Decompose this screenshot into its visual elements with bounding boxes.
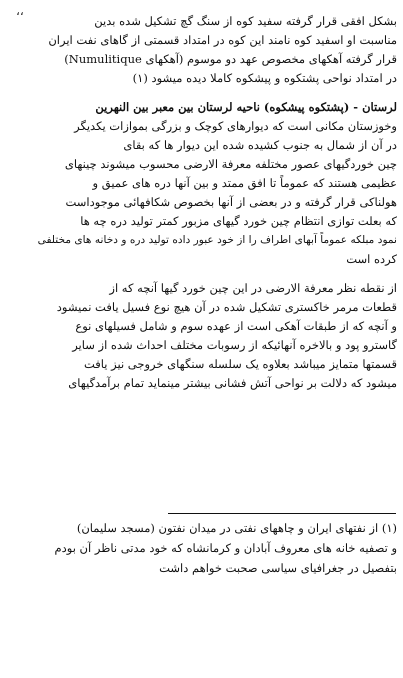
text-line: نمود مبلکه عموماً آبهای اطراف را از خود عبور داده تولید دره و دخانه های مختلفی: [37, 234, 397, 246]
text-line: عظیمی هستند که عموماً تا افق ممتد و بین آنها دره های عمیق و: [92, 176, 397, 190]
footnote: [8, 518, 397, 578]
footnote-line: بتفصیل در جغرافیای سیاسی صحبت خواهم داشت: [159, 561, 397, 575]
text-line: لرستان - (پشتکوه پیشکوه) ناحیه لرستان بین معبر بین النهرین: [95, 100, 397, 114]
main-text: [8, 12, 397, 393]
text-line: بشکل افقی قرار گرفته سفید کوه از سنگ گچ تشکیل شده بدین: [94, 14, 397, 28]
text-line: در امتداد نواحی پشتکوه و پیشکوه کاملا دیده میشود (۱): [132, 71, 397, 85]
text-line: گاسترو پود و بالاخره آنهائیکه از رسوبات مختلف احداث شده از سایر: [72, 338, 397, 352]
footnote-line: (۱) از نفتهای ایران و چاههای نفتی در میدان نفتون (مسجد سلیمان): [76, 521, 397, 535]
text-line: هولناکی قرار گرفته و در بعضی از آنها بخصوص شکافهائی موجوداست: [65, 195, 397, 209]
text-line: در آن از شمال به جنوب کشیده شده این دیوار ها که بقای: [123, 138, 397, 152]
text-line: وخوزستان مکانی است که دیوارهای کوچک و بزرگی بموازات یکدیگر: [74, 119, 397, 133]
text-line: مناسبت او اسفید کوه نامند این کوه در امتداد قسمتی از گاهای نفت ایران: [48, 33, 397, 47]
footnote-divider: [168, 513, 396, 514]
paragraph-gap: [8, 88, 397, 98]
page-mark: ،،: [16, 4, 24, 18]
paragraph-gap: [8, 269, 397, 279]
text-line: که بعلت توازی انتظام چین خورد گیهای مزبور کمتر تولید دره چه ها: [80, 214, 397, 228]
text-line: و آنچه که از طبقات آهکی است از عهده سوم و شامل فسیلهای نوع: [75, 319, 397, 333]
text-line: میشود که دلالت بر نواحی آتش فشانی بیشتر مینماید تمام برآمدگیهای: [68, 376, 397, 390]
text-line: قرار گرفته آهکهای مخصوص عهد دو موسوم (آهکهای Numulitique): [64, 52, 397, 66]
text-line: قطعات مرمر خاکستری تشکیل شده در آن هیچ نوع فسیل یافت نمیشود: [56, 300, 397, 314]
text-line: کرده است: [346, 252, 397, 266]
text-line: قسمتها متمایز میباشد بعلاوه یک سلسله سنگهای خروجی نیز یافت: [83, 357, 397, 371]
footnote-line: و تصفیه خانه های معروف آبادان و کرمانشاه که خود مدتی ناظر آن بودم: [54, 541, 397, 555]
text-line: چین خوردگیهای عصور مختلفه معرفة الارضی محسوب میشوند چینهای: [64, 157, 397, 171]
text-line: از نقطه نظر معرفة الارضی در این چین خورد گیها آنچه که از: [109, 281, 397, 295]
